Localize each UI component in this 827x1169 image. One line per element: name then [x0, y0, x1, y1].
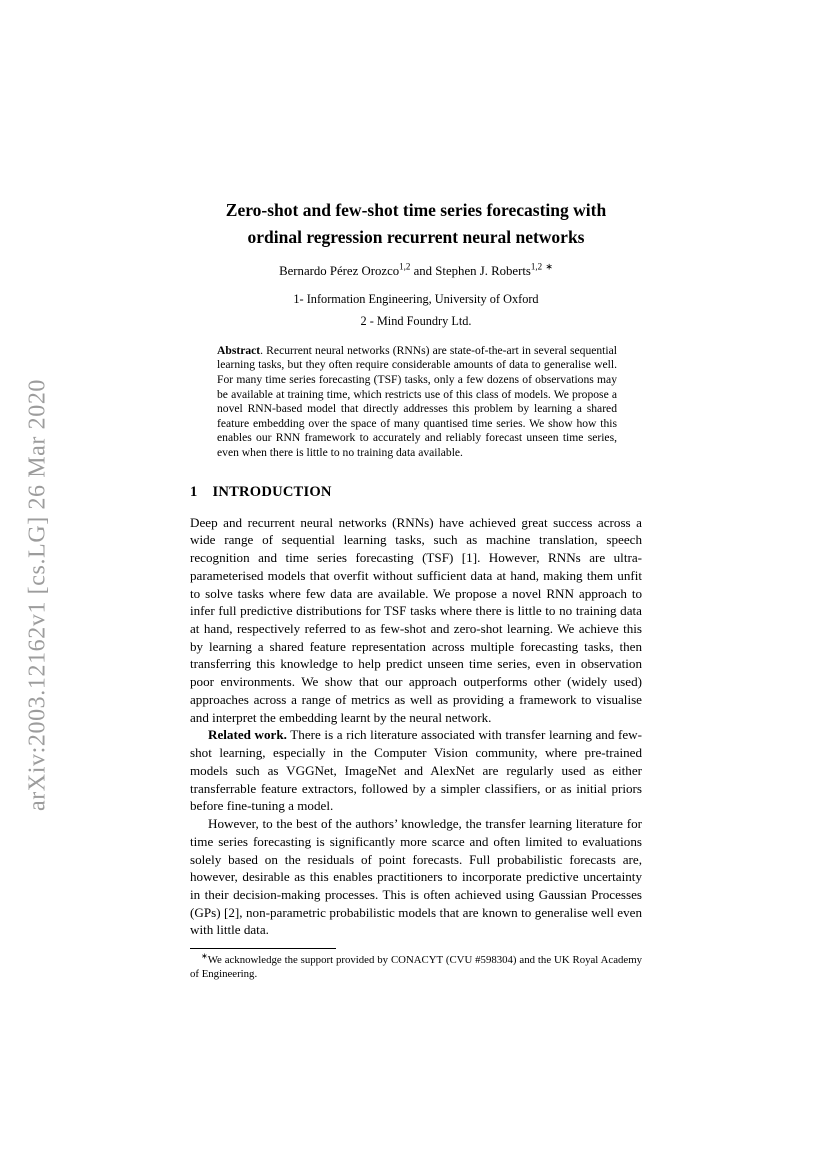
abstract — [217, 344, 617, 461]
intro-paragraph-1: Deep and recurrent neural networks (RNNs) have achieved great success across a wide range of sequential learning tasks, such as machine translation, speech recognition and time series forecasting (TSF) [1]. However, RNNs are ultra-parameterised models that overfit without sufficient data at hand, making them unfit to solve tasks where few data are available. We propose a novel RNN approach to infer full predictive distributions for TSF tasks where there is little to no training data at hand, respectively referred to as few-shot and zero-shot learning. We achieve this by learning a shared feature representation across multiple forecasting tasks, then transferring this knowledge to help predict unseen time series, even in observation poor environments. We show that our approach outperforms other (widely used) approaches across a range of metrics as well as providing a framework to visualise and interpret the embedding learnt by the neural network. — [190, 514, 642, 725]
author-1-superscript: 1,2 — [399, 261, 411, 272]
author-note-marker: ∗ — [545, 261, 553, 272]
paper-title-line-1: Zero-shot and few-shot time series forecasting with — [225, 200, 607, 220]
footnote-divider — [190, 948, 336, 949]
footnote-text: We acknowledge the support provided by CONACYT (CVU #598304) and the UK Royal Academy of Engineering. — [190, 954, 642, 981]
affiliation-1: 1- Information Engineering, University of Oxford — [293, 292, 539, 307]
affiliation-2: 2 - Mind Foundry Ltd. — [360, 313, 472, 328]
intro-paragraph-related-work — [190, 726, 642, 815]
section-heading-introduction — [190, 484, 642, 501]
paper-title-line-2: ordinal regression recurrent neural networks — [247, 227, 585, 248]
section-number: 1 — [190, 483, 198, 500]
acknowledgement-footnote — [190, 953, 642, 981]
paper-page — [190, 197, 642, 981]
paper-title — [190, 197, 642, 251]
author-2: Stephen J. Roberts — [435, 264, 531, 279]
intro-paragraph-3: However, to the best of the authors’ knowledge, the transfer learning literature for time series forecasting is significantly more scarce and often limited to evaluations solely based on the residuals of point forecasts. Full probabilistic forecasts are, however, desirable as this enables practitioners to incorporate predictive uncertainty in their decision-making processes. This is often achieved using Gaussian Processes (GPs) [2], non-parametric probabilistic models that are known to generalise well even with little data. — [190, 816, 642, 938]
abstract-label: Abstract — [217, 343, 261, 357]
abstract-text: . Recurrent neural networks (RNNs) are state-of-the-art in several sequential learning tasks, but they often require considerable amounts of data to generalise well. For many time series forecasting (TSF) tasks, only a few dozens of observations may be available at training time, which restricts use of this class of models. We propose a novel RNN-based model that directly addresses this problem by learning a shared feature embedding over the space of many quantised time series. We show how this enables our RNN framework to accurately and reliably forecast unseen time series, even when there is little to no training data available. — [217, 343, 617, 459]
author-join: and — [410, 264, 436, 279]
footnote-marker: ∗ — [201, 951, 208, 961]
related-work-text: There is a rich literature associated with transfer learning and few-shot learning, especially in the Computer Vision community, where pre-trained models such as VGGNet, ImageNet and AlexNet are regularly used as either transferrable feature extractors, followed by a simpler classifiers, or as initial priors before fine-tuning a model. — [190, 727, 642, 814]
arxiv-watermark: arXiv:2003.12162v1 [cs.LG] 26 Mar 2020 — [24, 378, 51, 812]
author-1: Bernardo Pérez Orozco — [279, 264, 400, 279]
affiliations — [190, 293, 642, 327]
related-work-label: Related work. — [208, 727, 287, 743]
section-title: INTRODUCTION — [212, 483, 332, 500]
author-2-superscript: 1,2 — [530, 261, 543, 272]
authors-line — [190, 261, 642, 279]
